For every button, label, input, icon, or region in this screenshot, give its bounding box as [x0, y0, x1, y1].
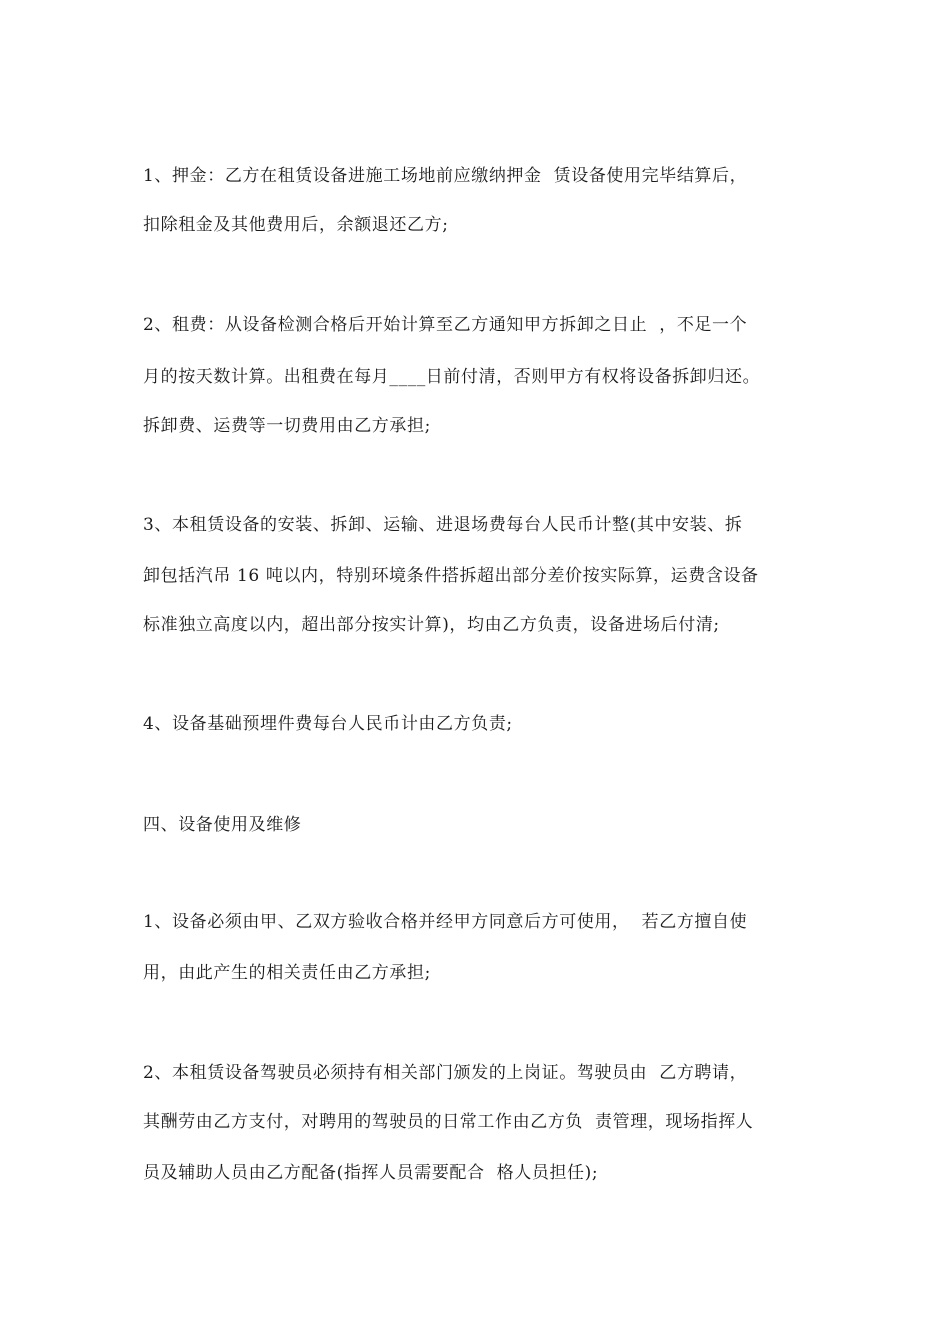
clause-install-line-1: 3、本租赁设备的安装、拆卸、运输、进退场费每台人民币计整(其中安装、拆	[143, 515, 743, 535]
usage-clause-2-line-3: 员及辅助人员由乙方配备(指挥人员需要配合 格人员担任);	[143, 1163, 599, 1183]
clause-rent-line-1: 2、租费：从设备检测合格后开始计算至乙方通知甲方拆卸之日止 ，不足一个	[143, 315, 748, 335]
clause-install-line-3: 标准独立高度以内，超出部分按实计算)，均由乙方负责，设备进场后付清;	[143, 615, 720, 635]
clause-install-line-2: 卸包括汽吊 16 吨以内，特别环境条件搭拆超出部分差价按实际算，运费含设备	[143, 566, 759, 586]
clause-deposit-line-2: 扣除租金及其他费用后，余额退还乙方;	[143, 215, 449, 235]
usage-clause-1-line-1: 1、设备必须由甲、乙双方验收合格并经甲方同意后方可使用， 若乙方擅自使	[143, 912, 748, 932]
clause-rent-line-3: 拆卸费、运费等一切费用由乙方承担;	[143, 416, 431, 436]
clause-deposit-line-1: 1、押金：乙方在租赁设备进施工场地前应缴纳押金 赁设备使用完毕结算后，	[143, 166, 748, 186]
clause-foundation-line: 4、设备基础预埋件费每台人民币计由乙方负责;	[143, 714, 513, 734]
section-heading-usage: 四、设备使用及维修	[143, 815, 302, 835]
usage-clause-1-line-2: 用，由此产生的相关责任由乙方承担;	[143, 963, 431, 983]
usage-clause-2-line-1: 2、本租赁设备驾驶员必须持有相关部门颁发的上岗证。驾驶员由 乙方聘请，	[143, 1063, 748, 1083]
usage-clause-2-line-2: 其酬劳由乙方支付，对聘用的驾驶员的日常工作由乙方负 责管理，现场指挥人	[143, 1112, 754, 1132]
clause-rent-line-2: 月的按天数计算。出租费在每月____日前付清，否则甲方有权将设备拆卸归还。	[143, 367, 761, 387]
